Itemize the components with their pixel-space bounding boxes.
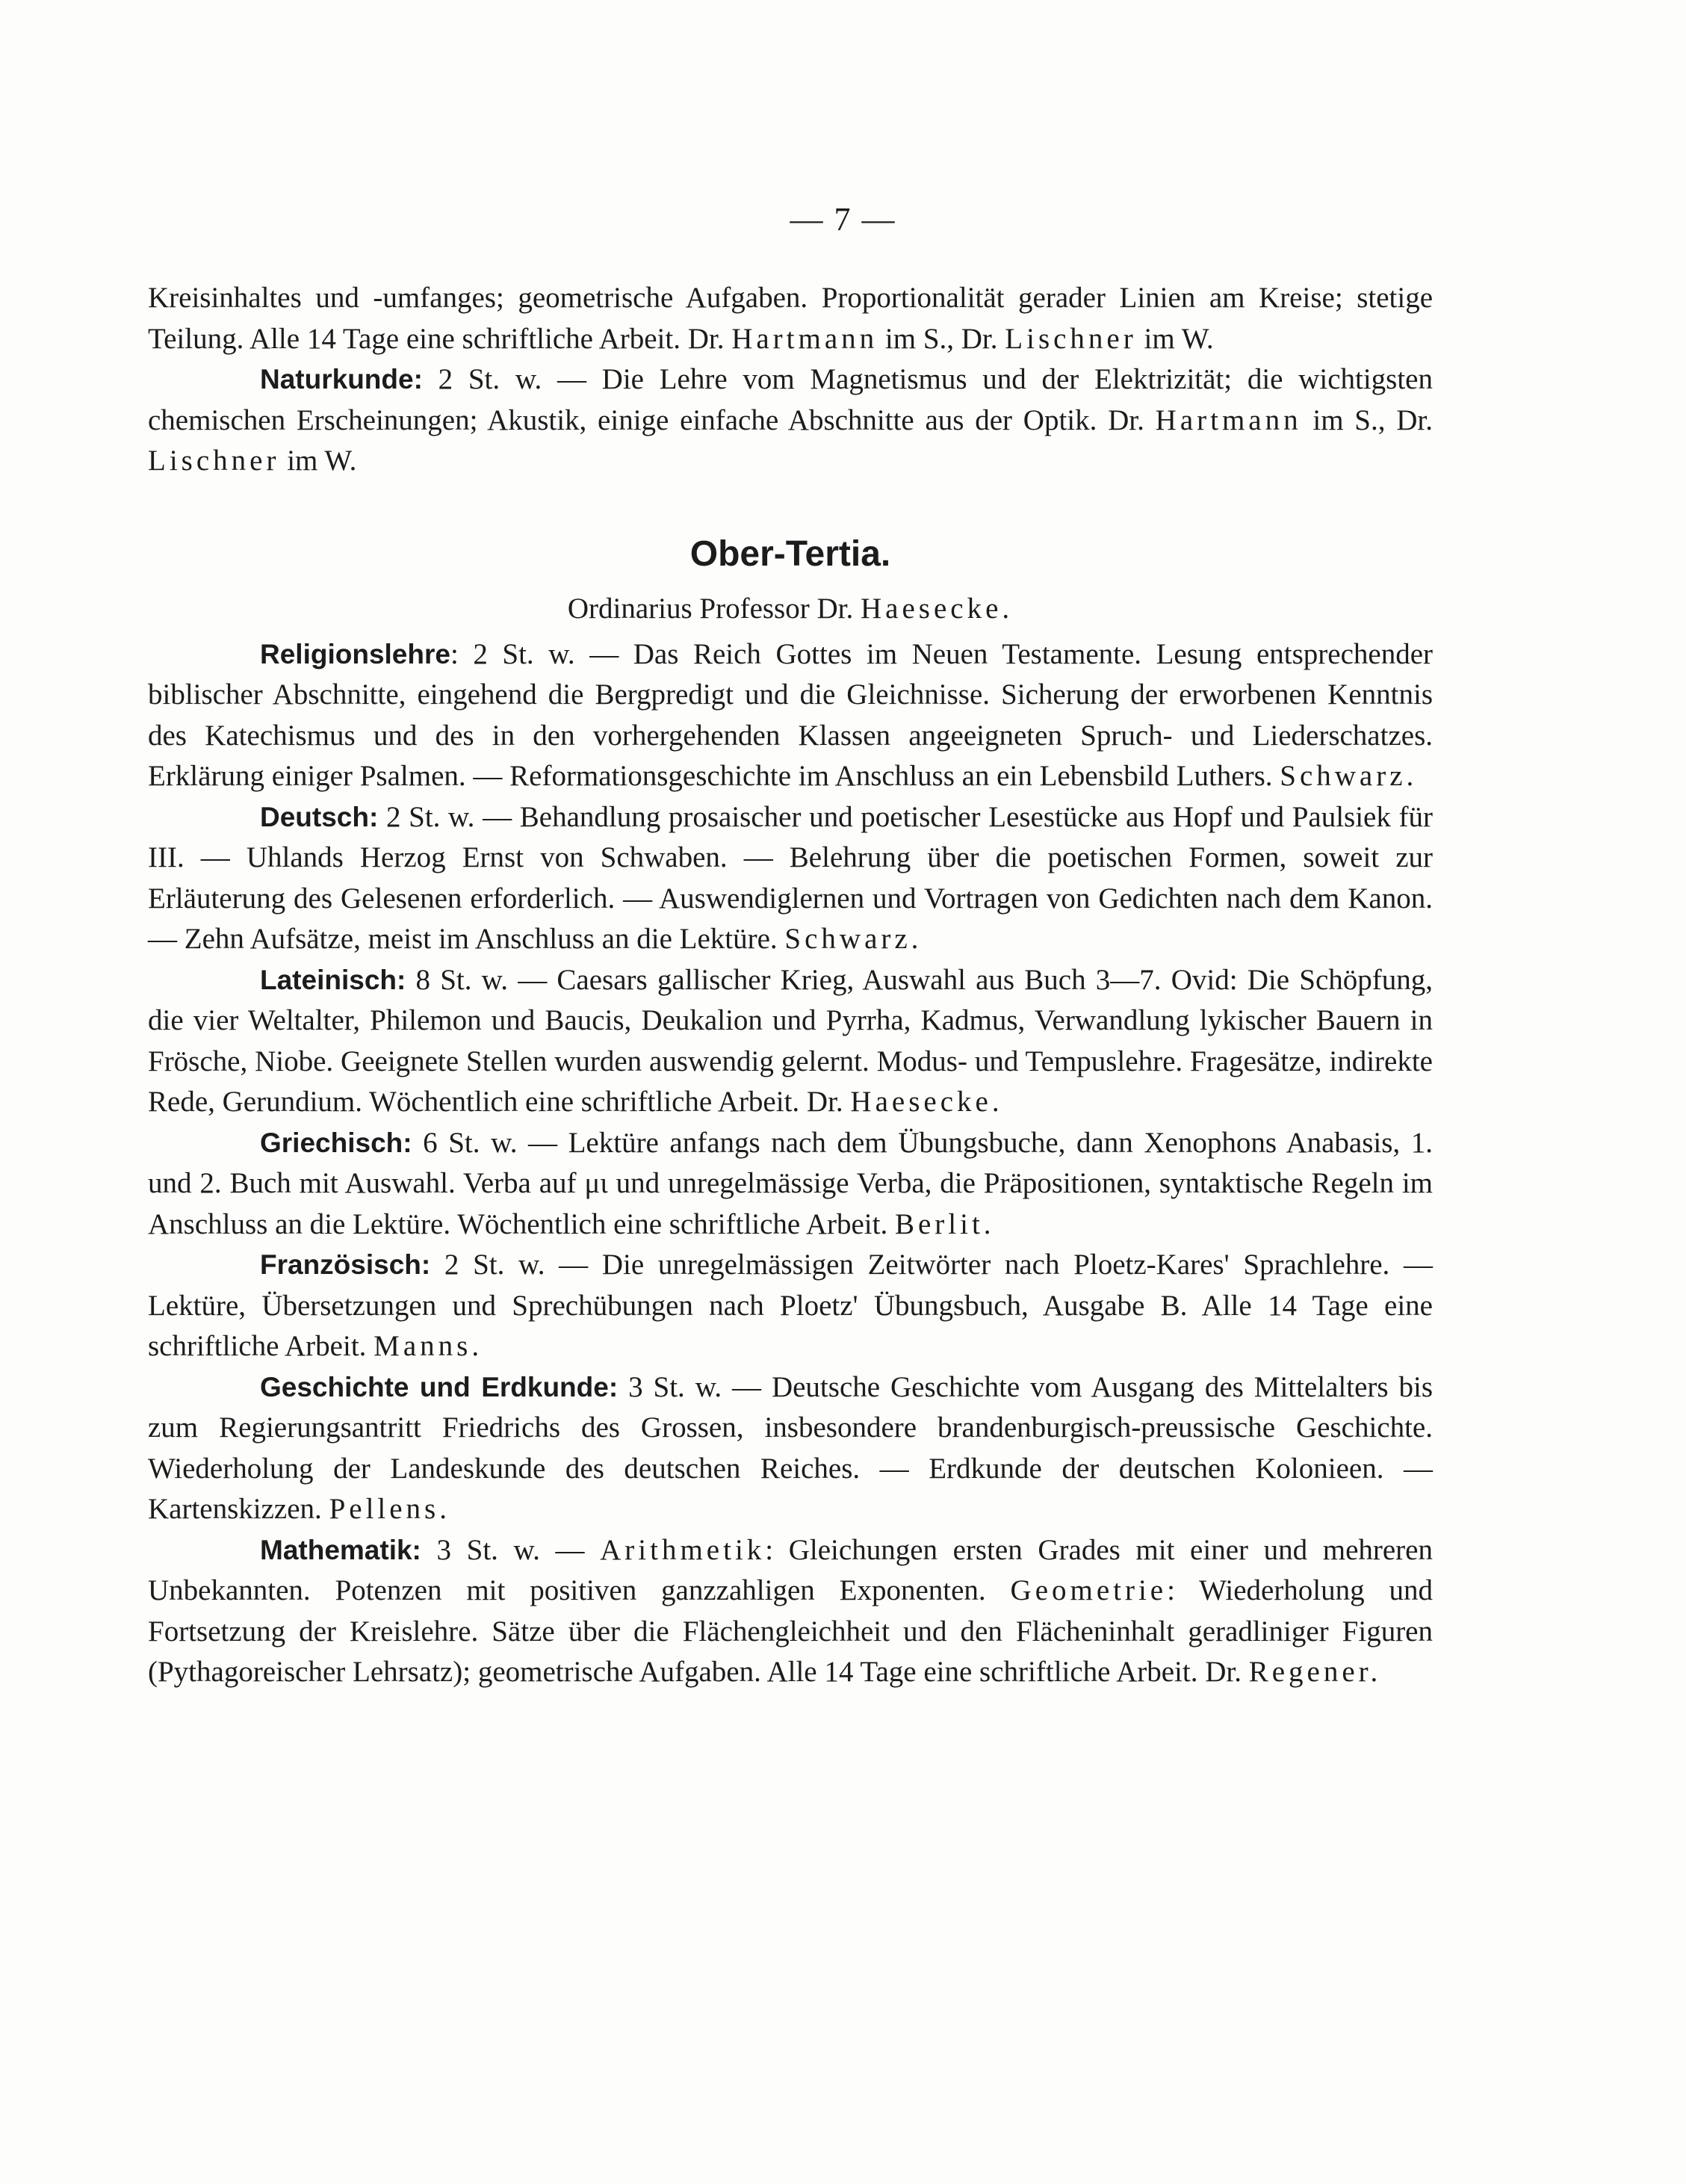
deutsch-paragraph (148, 797, 1433, 960)
subject-text: : Gleichungen ersten Grades mit einer und mehreren Unbekannten. Potenzen mit positiven ganzzahligen Exponenten. (148, 1533, 1433, 1606)
subject-text: : Wiederholung und Fortsetzung der Kreislehre. Sätze über die Flächengleichheit und den Flächeninhalt geradliniger Figuren (Pythagoreischer Lehrsatz); geometrische Aufgaben. Alle 14 Tage eine schriftliche Arbeit. Dr. (148, 1574, 1433, 1688)
intro-text: im S., Dr. (878, 322, 1005, 355)
teacher-name: Berlit. (894, 1207, 995, 1240)
subject-text: 2 St. w. — Die Lehre vom Magnetismus und der Elektrizität; die wichtigsten chemischen Erscheinungen; Akustik, einige einfache Abschnitte aus der Optik. Dr. (148, 363, 1433, 436)
subject-text: im W. (279, 445, 357, 477)
teacher-name: Haesecke. (850, 1086, 1003, 1118)
page-body (148, 278, 1433, 1693)
subject-label: Griechisch: (260, 1127, 412, 1158)
subject-label: Mathematik: (260, 1534, 421, 1565)
subject-label: Naturkunde: (260, 364, 423, 395)
subject-label: Deutsch: (260, 801, 379, 832)
religion-paragraph (148, 634, 1433, 797)
intro-paragraph (148, 278, 1433, 359)
subject-text: im S., Dr. (1301, 403, 1433, 436)
ordinarius-text: Ordinarius Professor Dr. (567, 592, 861, 625)
subject-text: 8 St. w. — Caesars gallischer Krieg, Auswahl aus Buch 3—7. Ovid: Die Schöpfung, die vier Weltalter, Philemon und Baucis, Deukalion und Pyrrha, Kadmus, Verwandlung lykischer Bauern in Frösche, Niobe. Geeignete Stellen wurden auswendig gelernt. Modus- und Tempuslehre. Fragesätze, indirekte Rede, Gerundium. Wöchentlich eine schriftliche Arbeit. Dr. (148, 963, 1433, 1118)
subject-label: Geschichte und Erdkunde: (260, 1371, 619, 1402)
latein-paragraph (148, 960, 1433, 1123)
subject-text: 3 St. w. — Deutsche Geschichte vom Ausgang des Mittelalters bis zum Regierungsantritt Friedrichs des Grossen, insbesondere brandenburgisch-preussische Geschichte. Wiederholung der Landeskunde des deutschen Reiches. — Erdkunde der deutschen Kolonieen. — Kartenskizzen. (148, 1370, 1434, 1525)
teacher-name: Lischner (1005, 322, 1137, 355)
teacher-name: Pellens. (329, 1493, 450, 1525)
intro-text: im W. (1136, 322, 1214, 355)
griechisch-paragraph (148, 1123, 1433, 1246)
ordinarius-line (148, 587, 1433, 631)
teacher-name: Hartmann (1155, 403, 1302, 436)
subject-text: : 2 St. w. — Das Reich Gottes im Neuen Testamente. Lesung entsprechender biblischer Abschnitte, eingehend die Bergpredigt und die Gleichnisse. Sicherung der erworbenen Kenntnis des Katechismus und des in den vorhergehenden Klassen angeeigneten Spruch- und Liederschatzes. Erklärung einiger Psalmen. — Reformationsgeschichte im Anschluss an ein Lebensbild Luthers. (148, 637, 1433, 792)
subject-label: Französisch: (260, 1249, 431, 1280)
subject-text: 6 St. w. — Lektüre anfangs nach dem Übungsbuche, dann Xenophons Anabasis, 1. und 2. Buch mit Auswahl. Verba auf μι und unregelmässige Verba, die Präpositionen, syntaktische Regeln im Anschluss an die Lektüre. Wöchentlich eine schriftliche Arbeit. (148, 1126, 1433, 1240)
teacher-name: Lischner (148, 445, 280, 477)
intro-text: Kreisinhaltes und -umfanges; geometrische Aufgaben. Proportionalität gerader Linien am Kreise; stetige Teilung. Alle 14 Tage eine schriftliche Arbeit. Dr. (148, 282, 1433, 355)
subject-text: 2 St. w. — Behandlung prosaischer und poetischer Lesestücke aus Hopf und Paulsiek für III. — Uhlands Herzog Ernst von Schwaben. — Belehrung über die poetischen Formen, soweit zur Erläuterung des Gelesenen erforderlich. — Auswendiglernen und Vortragen von Gedichten nach dem Kanon. — Zehn Aufsätze, meist im Anschluss an die Lektüre. (148, 800, 1433, 955)
page-number: — 7 — (790, 201, 896, 238)
teacher-name: Hartmann (731, 322, 878, 355)
franzoesisch-paragraph (148, 1245, 1433, 1367)
teacher-name: Regener. (1248, 1656, 1382, 1688)
topic-label: Geometrie (1010, 1574, 1168, 1606)
geschichte-paragraph (148, 1367, 1433, 1530)
mathematik-paragraph (148, 1530, 1433, 1693)
teacher-name: Schwarz. (1280, 760, 1418, 792)
teacher-name: Haesecke. (860, 592, 1014, 625)
section-title: Ober-Tertia. (689, 533, 891, 574)
subject-text: 3 St. w. — (421, 1533, 601, 1566)
naturkunde-paragraph (148, 359, 1433, 482)
teacher-name: Manns. (374, 1330, 483, 1362)
subject-label: Lateinisch: (260, 964, 406, 995)
topic-label: Arithmetik (600, 1533, 766, 1566)
subject-text: 2 St. w. — Die unregelmässigen Zeitwörter nach Ploetz-Kares' Sprachlehre. — Lektüre, Übersetzungen und Sprechübungen nach Ploetz' Übungsbuch, Ausgabe B. Alle 14 Tage eine schriftliche Arbeit. (148, 1249, 1433, 1362)
subject-label: Religionslehre (260, 638, 450, 669)
teacher-name: Schwarz. (784, 923, 923, 955)
